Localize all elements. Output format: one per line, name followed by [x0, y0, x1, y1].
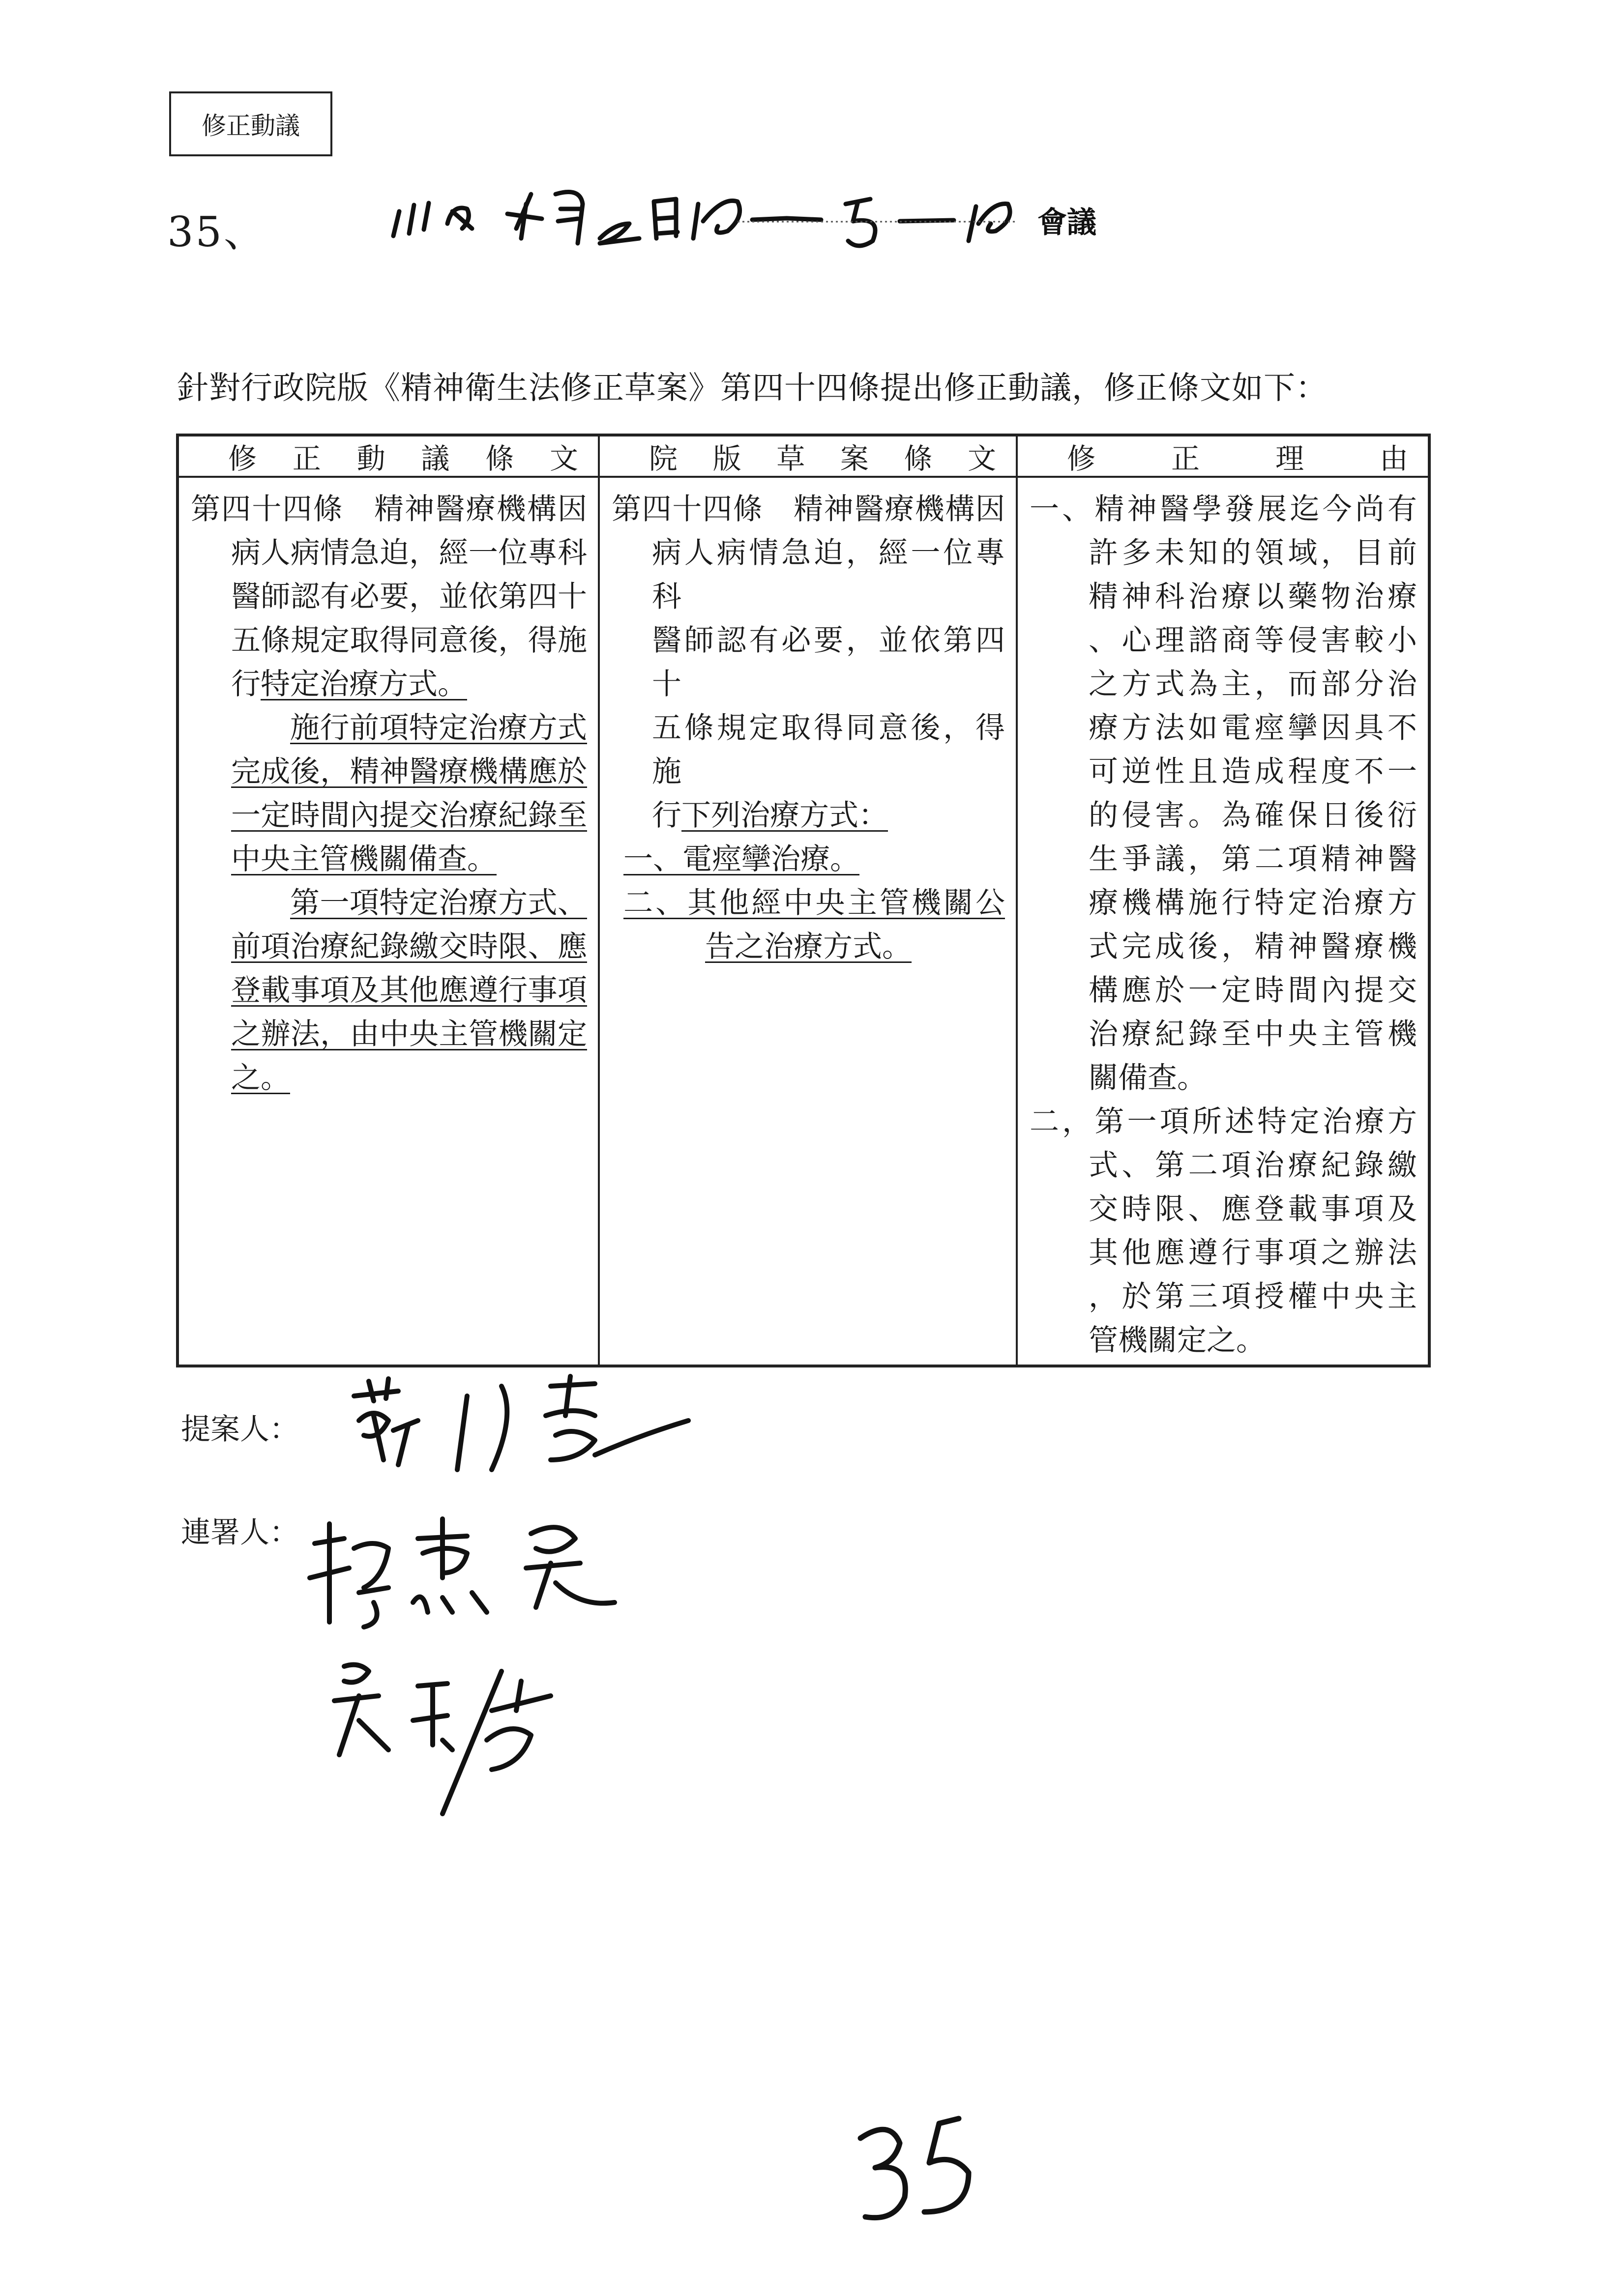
- draft-line: 第四十四條 精神醫療機構因: [612, 492, 1005, 526]
- reason-line: 療機構施行特定治療方: [1089, 886, 1417, 920]
- reason-line: 之方式為主，而部分治: [1089, 667, 1417, 701]
- header-char: 條: [904, 442, 933, 475]
- reason-line: ，於第三項授權中央主: [1089, 1279, 1417, 1314]
- header-char: 條: [485, 442, 514, 475]
- header-char: 正: [1171, 442, 1200, 475]
- motion-column: [179, 478, 598, 1365]
- motion-tag-box: [169, 91, 332, 156]
- header-draft: [598, 436, 1018, 478]
- reason-line: 式完成後，精神醫療機: [1089, 930, 1417, 964]
- header-char: 議: [421, 442, 450, 475]
- motion-line: 之。: [231, 1061, 290, 1095]
- draft-line: 行下列治療方式：: [652, 798, 888, 833]
- reason-line: 其他應遵行事項之辦法: [1089, 1236, 1417, 1270]
- reason-line: 二，第一項所述特定治療方: [1030, 1104, 1417, 1139]
- header-char: 修: [1067, 442, 1096, 475]
- cosigner-label: 連署人：: [181, 1515, 299, 1550]
- amended-text: 特定治療方式。: [261, 667, 467, 701]
- header-char: 理: [1275, 442, 1304, 475]
- draft-line: 病人病情急迫，經一位專科: [652, 536, 1005, 614]
- reason-column: [1018, 478, 1428, 1365]
- draft-item: 二、其他經中央主管機關公: [623, 886, 1005, 920]
- header-reason: [1018, 436, 1428, 478]
- reason-line: 精神科治療以藥物治療: [1089, 580, 1417, 614]
- header-char: 由: [1379, 442, 1408, 475]
- motion-line: 中央主管機關備查。: [231, 842, 497, 876]
- handwritten-meeting-date: [379, 174, 1170, 258]
- draft-item: 告之治療方式。: [705, 930, 912, 964]
- motion-line: 第一項特定治療方式、: [290, 886, 587, 920]
- intro-text: 針對行政院版《精神衛生法修正草案》第四十四條提出修正動議，修正條文如下：: [177, 370, 1328, 407]
- header-char: 案: [840, 442, 869, 475]
- draft-line: 醫師認有必要，並依第四十: [652, 623, 1005, 701]
- header-char: 動: [356, 442, 385, 475]
- reason-line: 、心理諮商等侵害較小: [1089, 623, 1417, 658]
- reason-line: 關備查。: [1089, 1061, 1207, 1095]
- motion-tag-label: 修正動議: [202, 112, 300, 140]
- reason-line: 的侵害。為確保日後衍: [1089, 798, 1417, 833]
- cosigner-signature: [315, 1642, 620, 1819]
- motion-line: 五條規定取得同意後，得施: [231, 623, 587, 658]
- reason-line: 生爭議，第二項精神醫: [1089, 842, 1417, 876]
- proposer-label: 提案人：: [181, 1412, 299, 1447]
- reason-line: 構應於一定時間內提交: [1089, 973, 1417, 1008]
- reason-line: 式、第二項治療紀錄繳: [1089, 1148, 1417, 1183]
- motion-line: 第四十四條 精神醫療機構因: [191, 492, 587, 526]
- header-char: 文: [967, 442, 996, 475]
- draft-item: 一、電痙攣治療。: [623, 842, 859, 876]
- motion-line: 前項治療紀錄繳交時限、應: [231, 930, 587, 964]
- proposer-signature: [339, 1366, 713, 1484]
- header-char: 文: [549, 442, 578, 475]
- reason-line: 許多未知的領域，目前: [1089, 536, 1417, 570]
- motion-line: 登載事項及其他應遵行事項: [231, 973, 587, 1008]
- motion-line: 一定時間內提交治療紀錄至: [231, 798, 587, 833]
- meeting-suffix: 會議: [1037, 205, 1096, 240]
- reason-line: 交時限、應登載事項及: [1089, 1192, 1417, 1226]
- motion-line: 施行前項特定治療方式: [290, 711, 587, 745]
- motion-line: 醫師認有必要，並依第四十: [231, 580, 587, 614]
- header-char: 院: [649, 442, 678, 475]
- motion-table: [176, 434, 1431, 1367]
- draft-column: [598, 478, 1018, 1365]
- motion-line: 完成後，精神醫療機構應於: [231, 755, 587, 789]
- reason-line: 可逆性且造成程度不一: [1089, 755, 1417, 789]
- header-char: 草: [776, 442, 805, 475]
- cosigner-signature: [295, 1504, 669, 1642]
- draft-line: 五條規定取得同意後，得施: [652, 711, 1005, 789]
- item-number: 35、: [167, 208, 267, 256]
- motion-line: 行特定治療方式。: [231, 667, 467, 701]
- reason-line: 一、精神醫學發展迄今尚有: [1030, 492, 1417, 526]
- header-char: 版: [712, 442, 741, 475]
- motion-line: 病人病情急迫，經一位專科: [231, 536, 587, 570]
- header-motion: [179, 436, 598, 478]
- reason-line: 療方法如電痙攣因具不: [1089, 711, 1417, 745]
- reason-line: 管機關定之。: [1089, 1323, 1266, 1358]
- header-char: 正: [292, 442, 321, 475]
- handwritten-page-number: [851, 2109, 998, 2227]
- motion-line: 之辦法，由中央主管機關定: [231, 1017, 587, 1051]
- header-char: 修: [228, 442, 257, 475]
- reason-line: 治療紀錄至中央主管機: [1089, 1017, 1417, 1051]
